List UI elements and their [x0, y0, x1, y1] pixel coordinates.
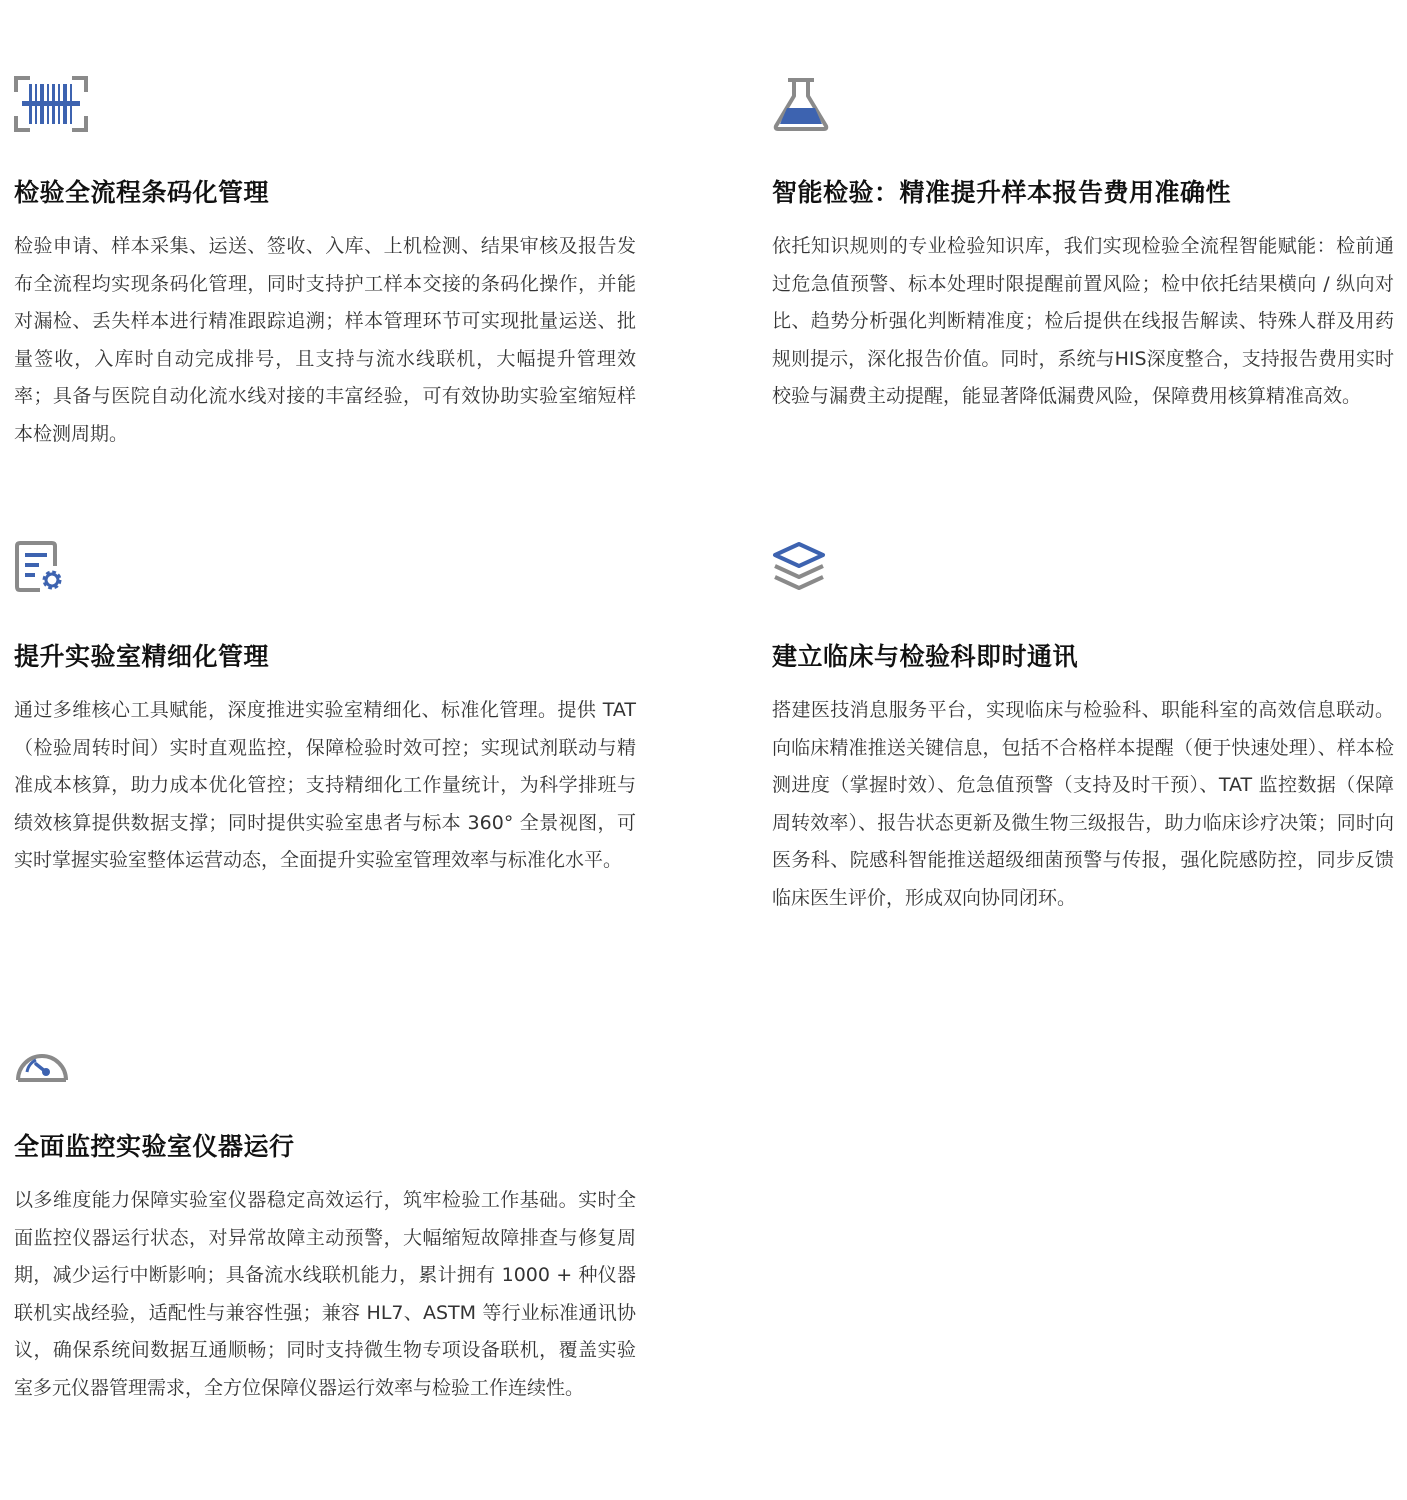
- flask-icon: [772, 76, 846, 136]
- feature-description: 搭建医技消息服务平台，实现临床与检验科、职能科室的高效信息联动。向临床精准推送关键信息，包括不合格样本提醒（便于快速处理）、样本检测进度（掌握时效）、危急值预警（支持及时干预）、TAT 监控数据（保障周转效率）、报告状态更新及微生物三级报告，助力临床诊疗决策；同时向医务科、院感科智能推送超级细菌预警与传报，强化院感防控，同步反馈临床医生评价，形成双向协同闭环。: [772, 699, 1394, 909]
- feature-description: 依托知识规则的专业检验知识库，我们实现检验全流程智能赋能：检前通过危急值预警、标本处理时限提醒前置风险；检中依托结果横向 / 纵向对比、趋势分析强化判断精准度；检后提供在线报告解读、特殊人群及用药规则提示，深化报告价值。同时，系统与HIS深度整合，支持报告费用实时校验与漏费主动提醒，能显著降低漏费风险，保障费用核算精准高效。: [772, 235, 1394, 407]
- feature-description: 检验申请、样本采集、运送、签收、入库、上机检测、结果审核及报告发布全流程均实现条码化管理，同时支持护工样本交接的条码化操作，并能对漏检、丢失样本进行精准跟踪追溯；样本管理环节可实现批量运送、批量签收，入库时自动完成排号，且支持与流水线联机，大幅提升管理效率；具备与医院自动化流水线对接的丰富经验，可有效协助实验室缩短样本检测周期。: [14, 235, 636, 445]
- feature-description: 通过多维核心工具赋能，深度推进实验室精细化、标准化管理。提供 TAT（检验周转时间）实时直观监控，保障检验时效可控；实现试剂联动与精准成本核算，助力成本优化管控；支持精细化工作量统计，为科学排班与绩效核算提供数据支撑；同时提供实验室患者与标本 360° 全景视图，可实时掌握实验室整体运营动态，全面提升实验室管理效率与标准化水平。: [14, 699, 636, 871]
- feature-title: 建立临床与检验科即时通讯: [772, 642, 1079, 671]
- document-gear-icon: [14, 540, 88, 600]
- layers-icon: [772, 540, 846, 600]
- feature-title: 提升实验室精细化管理: [14, 642, 270, 671]
- barcode-icon: [14, 76, 88, 136]
- feature-title: 智能检验：精准提升样本报告费用准确性: [772, 178, 1232, 207]
- feature-title: 检验全流程条码化管理: [14, 178, 270, 207]
- gauge-icon: [14, 1042, 88, 1102]
- feature-title: 全面监控实验室仪器运行: [14, 1132, 295, 1161]
- feature-description: 以多维度能力保障实验室仪器稳定高效运行，筑牢检验工作基础。实时全面监控仪器运行状态，对异常故障主动预警，大幅缩短故障排查与修复周期，减少运行中断影响；具备流水线联机能力，累计拥有 1000 + 种仪器联机实战经验，适配性与兼容性强；兼容 HL7、ASTM 等行业标准通讯协议，确保系统间数据互通顺畅；同时支持微生物专项设备联机，覆盖实验室多元仪器管理需求，全方位保障仪器运行效率与检验工作连续性。: [14, 1189, 636, 1399]
